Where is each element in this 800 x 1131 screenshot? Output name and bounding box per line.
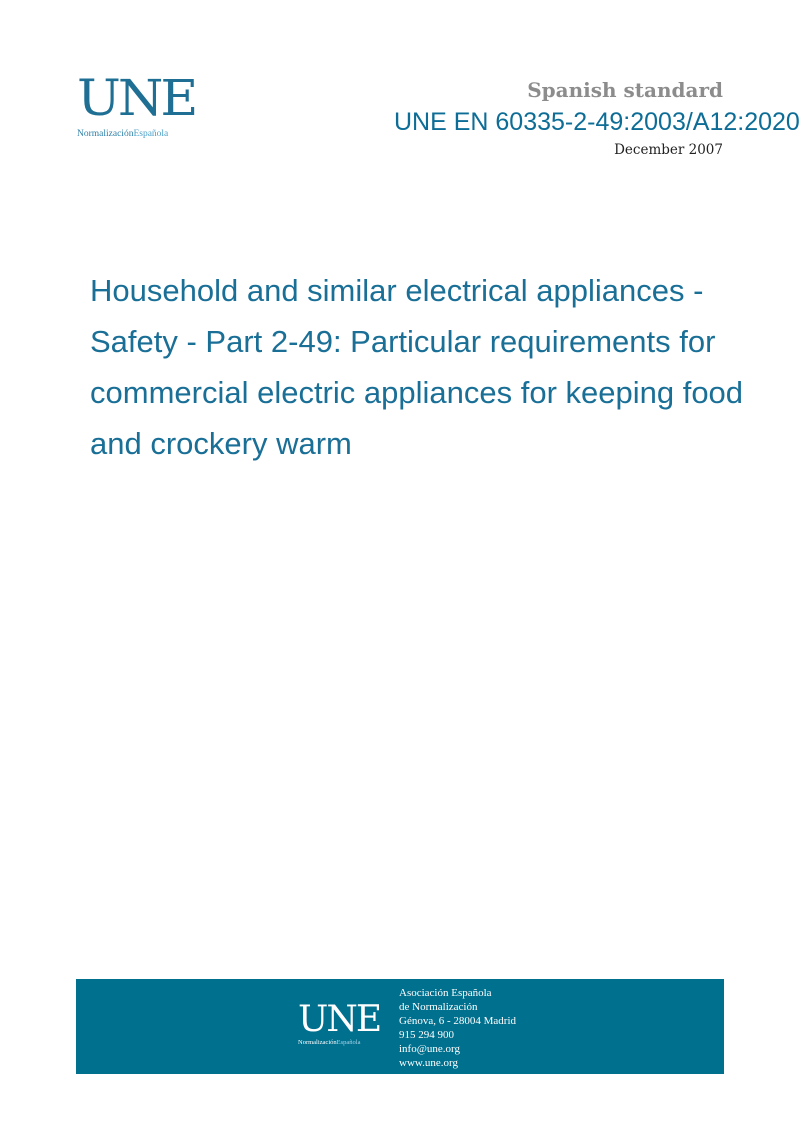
address-email: info@une.org [399,1043,460,1055]
footer-logo-mark: UNE [298,999,381,1040]
address-website: www.une.org [399,1057,458,1069]
address-street: Génova, 6 - 28004 Madrid [399,1015,517,1027]
une-logo [77,70,207,146]
standard-code: UNE EN 60335-2-49:2003/A12:2020 [394,108,800,136]
address-org-line-1: Asociación Española [399,987,492,999]
footer-address [399,986,516,1070]
address-phone: 915 294 900 [399,1029,454,1041]
une-logo-mark: UNE [77,70,196,128]
standard-date: December 2007 [614,142,723,158]
address-org-line-2: de Normalización [399,1001,478,1013]
une-logo-subtitle [77,129,207,139]
document-title: Household and similar electrical appliances - Safety - Part 2-49: Particular requirements for commercial electric appliances for keeping food and crockery warm [90,273,744,461]
footer-logo-subtitle [298,1039,380,1046]
standard-type: Spanish standard [527,78,723,102]
footer-logo-sub-espanola: Española [336,1039,361,1046]
logo-sub-espanola: Española [133,129,169,139]
footer-band [76,979,724,1074]
footer-une-logo [298,999,381,1046]
logo-sub-normalizacion: Normalización [77,129,134,139]
footer-logo-sub-normalizacion: Normalización [298,1039,337,1046]
